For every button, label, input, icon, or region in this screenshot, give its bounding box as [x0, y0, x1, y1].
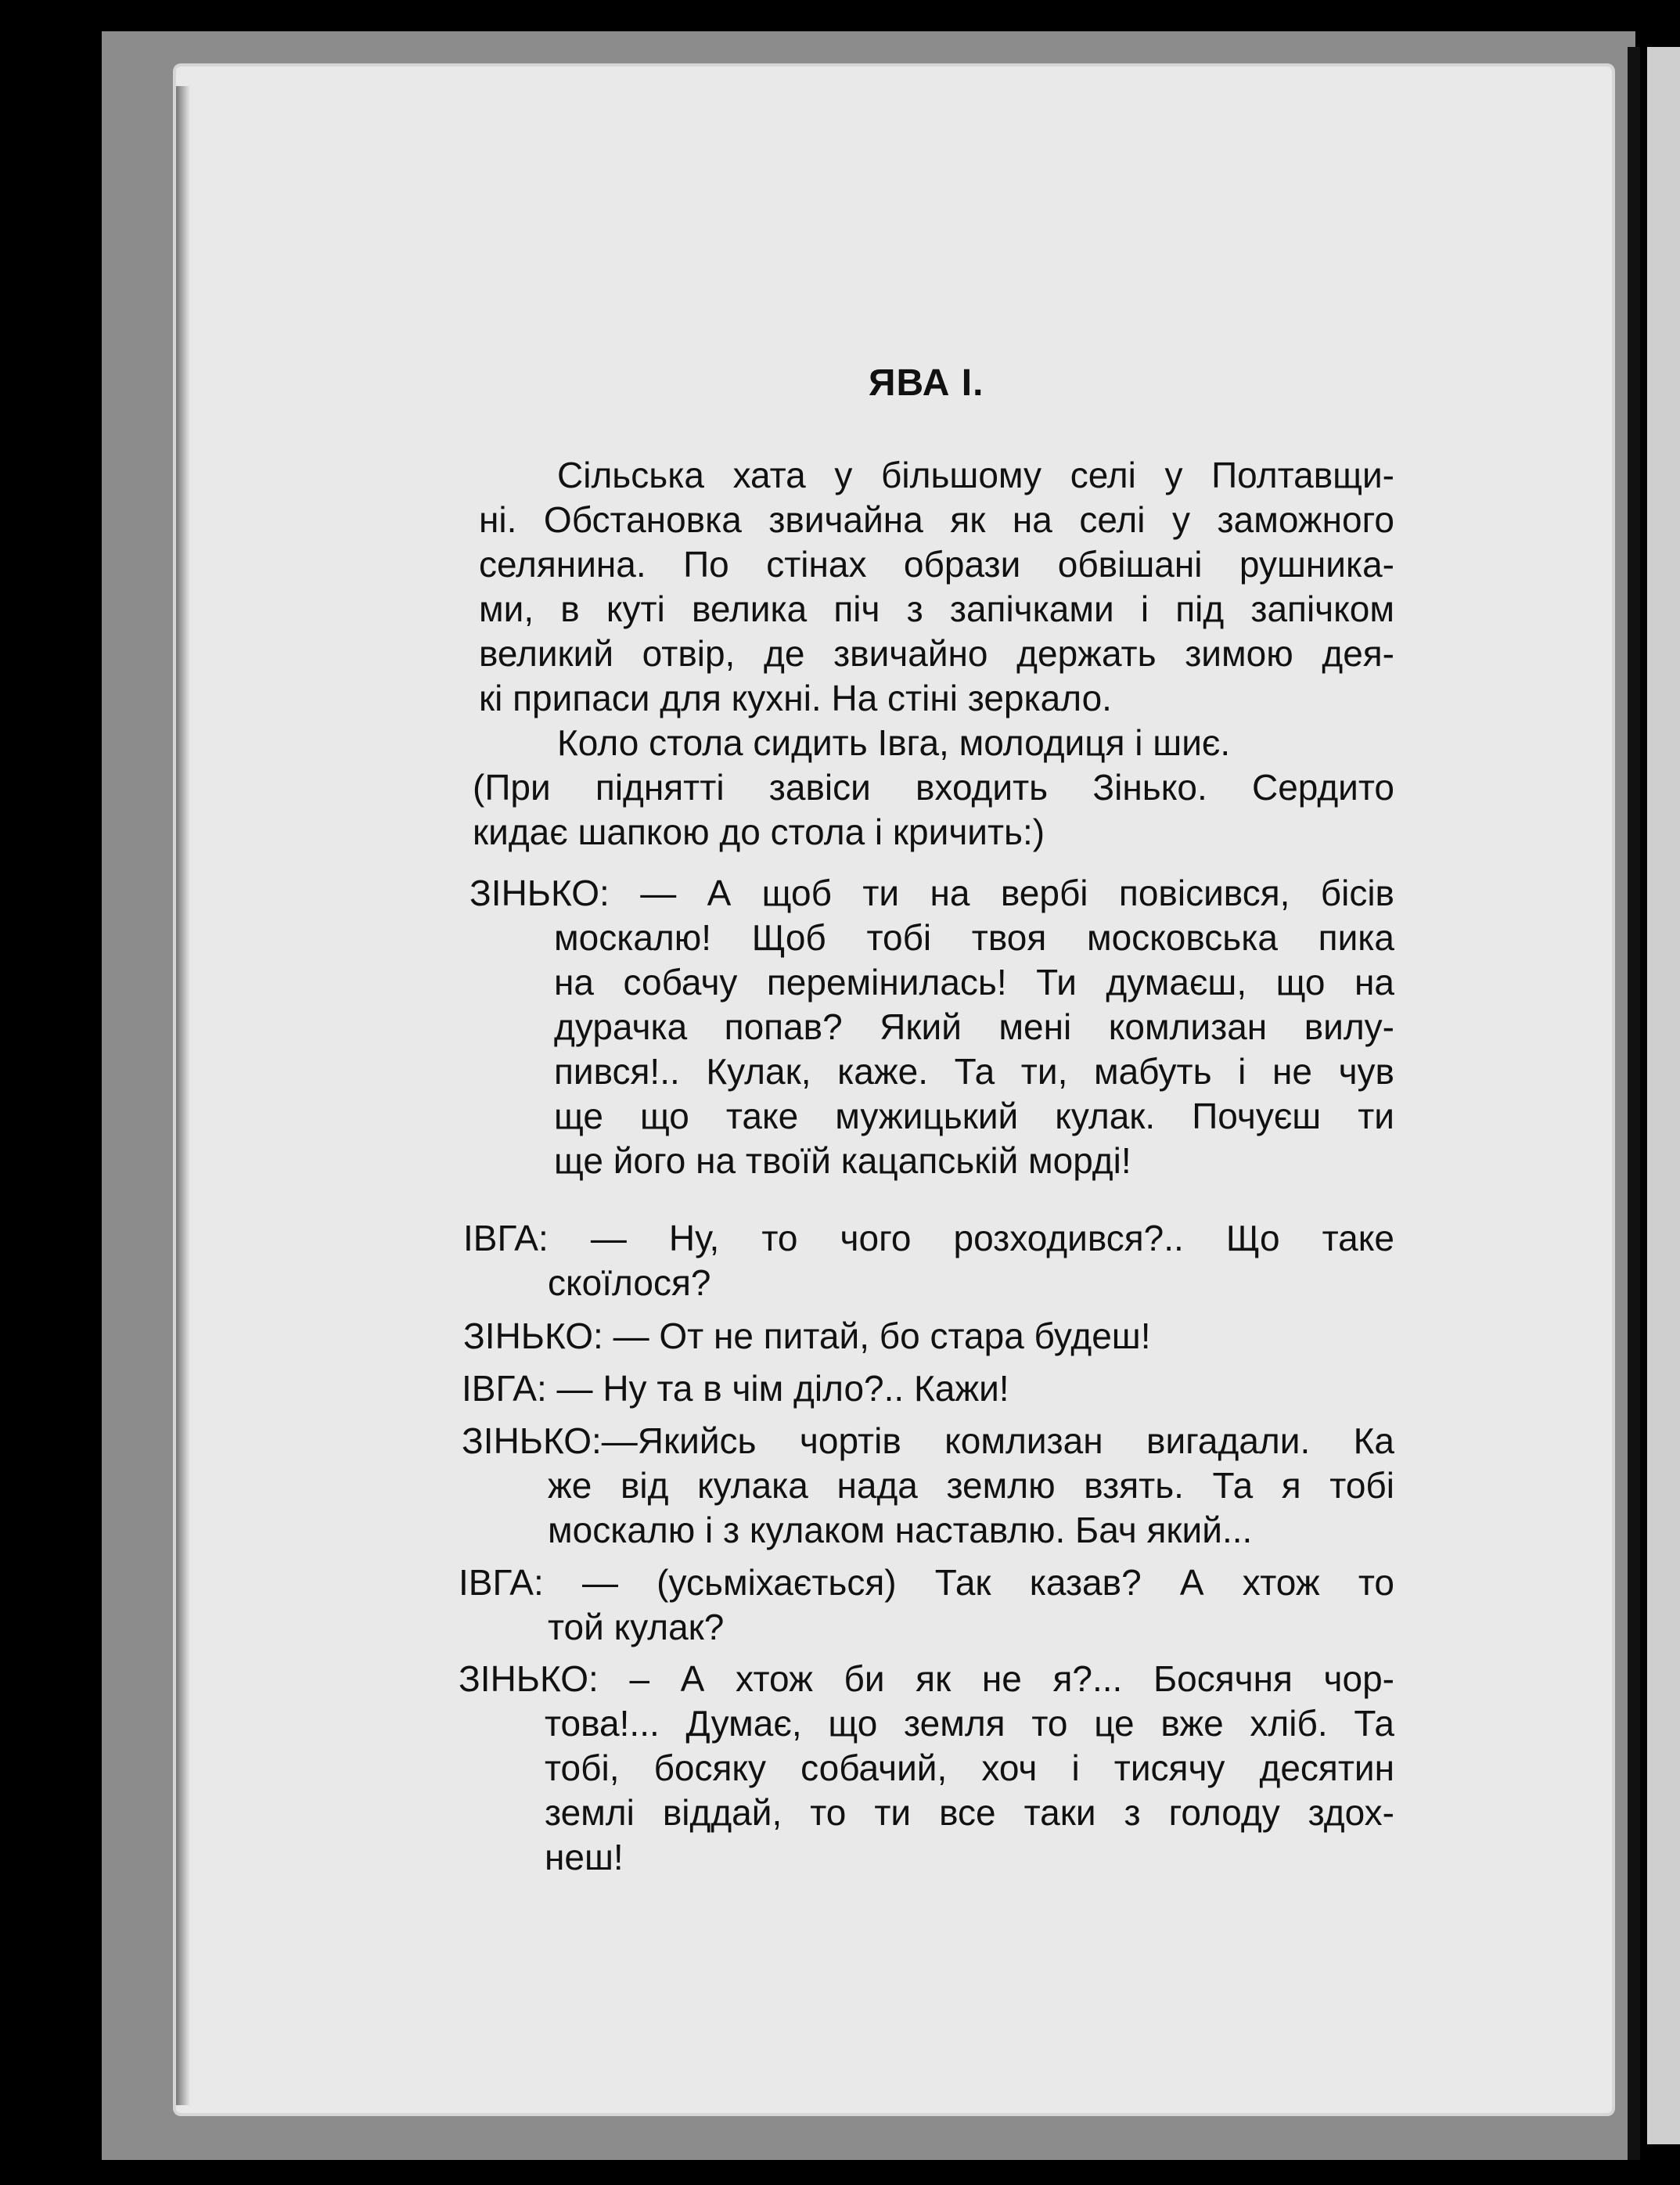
text-line: неш! — [545, 1837, 624, 1877]
speaker-line: ІВГА: — (усьміхається) Так казав? А хтож то — [459, 1562, 1394, 1603]
text-line: селянина. По стінах образи обвішані рушника- — [479, 544, 1394, 585]
speaker-line: ЗІНЬКО:—Якийсь чортів комлизан вигадали. Ка — [462, 1420, 1394, 1461]
page-edge-shadow — [176, 86, 190, 2105]
book-spine — [1628, 47, 1640, 2160]
text-line: ще його на твоїй кацапській морді! — [554, 1140, 1131, 1181]
text-line: землі віддай, то ти все таки з голоду здох- — [545, 1792, 1394, 1833]
text-line: ще що таке мужицький кулак. Почуєш ти — [554, 1096, 1394, 1136]
text-line: ми, в куті велика піч з запічками і під запічком — [479, 589, 1394, 629]
speaker-line: ІВГА: — Ну та в чім діло?.. Кажи! — [462, 1368, 1009, 1409]
text-line: тобі, босяку собачий, хоч і тисячу десятин — [545, 1748, 1394, 1788]
text-line: (При пiднятті завіси входить Зінько. Сердито — [473, 767, 1394, 808]
next-page-edge — [1647, 47, 1680, 2144]
text-line: Сільська хата у більшому селі у Полтавщи- — [557, 455, 1394, 495]
text-line: же від кулака нада землю взять. Та я тобі — [548, 1465, 1394, 1506]
speaker-line: ЗІНЬКО: — От не питай, бо стара будеш! — [463, 1316, 1151, 1356]
text-line: кі припаси для кухні. На стіні зеркало. — [479, 678, 1112, 718]
text-line: кидає шапкою до стола і кричить:) — [473, 812, 1045, 852]
speaker-line: ІВГА: — Ну, то чого розходився?.. Що таке — [463, 1218, 1394, 1258]
speaker-line: ЗІНЬКО: — А щоб ти на вербі повісився, бісів — [469, 873, 1394, 913]
text-line: Коло стола сидить Івга, молодиця і шиє. — [557, 722, 1231, 763]
text-line: великий отвір, де звичайно держать зимою дея- — [479, 633, 1394, 674]
text-line: това!... Думає, що земля то це вже хліб. Та — [545, 1703, 1394, 1744]
speaker-line: ЗІНЬКО: – А хтож би як не я?... Босячня чор- — [459, 1658, 1394, 1699]
scene-heading: ЯВА І. — [869, 362, 984, 404]
text-line: пився!.. Кулак, каже. Та ти, мабуть і не чув — [554, 1051, 1394, 1092]
text-line: скоїлося? — [548, 1262, 711, 1303]
text-line: дурачка попав? Який мені комлизан вилу- — [554, 1006, 1394, 1047]
text-line: на собачу перемінилась! Ти думаєш, що на — [554, 962, 1394, 1003]
text-line: москалю і з кулаком наставлю. Бач який... — [548, 1510, 1253, 1550]
text-line: той кулак? — [548, 1607, 725, 1647]
text-line: москалю! Щоб тобі твоя московська пика — [554, 917, 1394, 958]
text-line: ні. Обстановка звичайна як на селі у заможного — [479, 499, 1394, 540]
